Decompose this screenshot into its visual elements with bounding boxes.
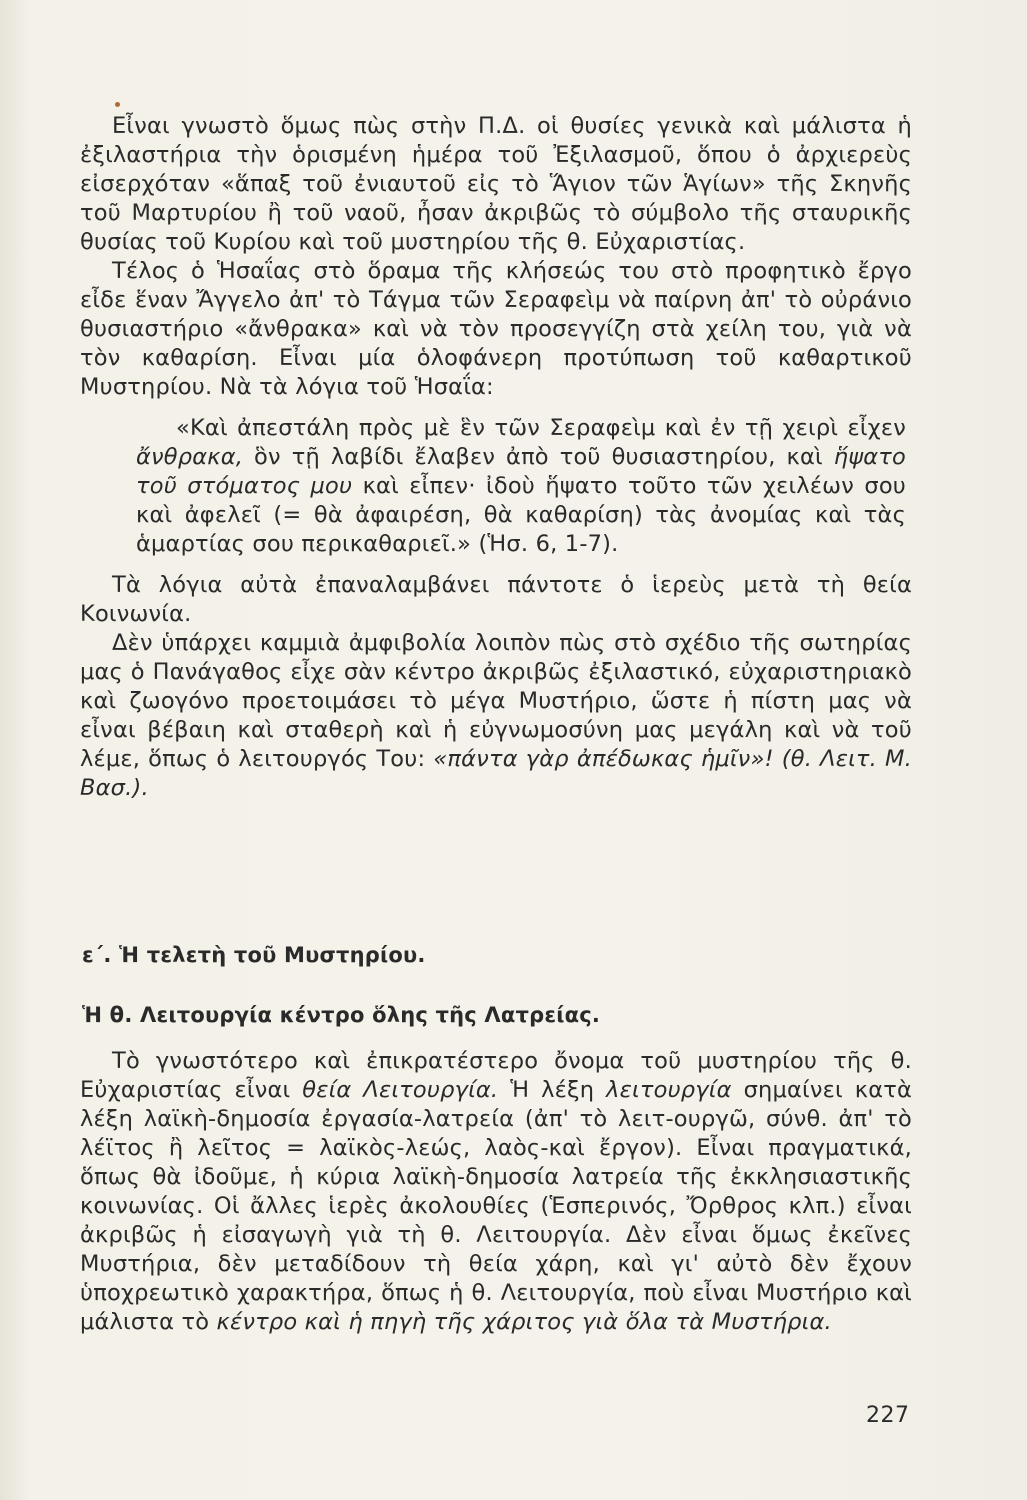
paragraph-4-text: Δὲν ὑπάρχει καμμιὰ ἀμφιβολία λοιπὸν πὼς στὸ σχέδιο τῆς σωτηρίας μας ὁ Πανάγαθος εἶχε σὰν κέντρο ἀκριβῶς ἐξιλαστικό, εὐχαριστηριακὸ καὶ ζωογόνο προετοιμάσει τὸ μέγα Μυστήριο, ὥστε ἡ πίστη μας νὰ εἶναι βέβαιη καὶ σταθερὴ καὶ ἡ εὐγνωμοσύνη μας μεγάλη καὶ νὰ τοῦ λέμε, ὅπως ὁ λειτουργός Του: (80, 630, 912, 772)
p5-part-a: Τὸ γνωστότερο καὶ ἐπικρατέστερο ὄνομα τοῦ μυστηρίου τῆς θ. Εὐχαριστίας εἶναι (80, 1048, 912, 1103)
section-heading: ε΄. Ἡ τελετὴ τοῦ Μυστηρίου. (82, 943, 426, 967)
paragraph-5 (80, 1047, 912, 1337)
paragraph-1: Εἶναι γνωστὸ ὅμως πὼς στὴν Π.Δ. οἱ θυσίες γενικὰ καὶ μάλιστα ἡ ἐξιλαστήρια τὴν ὁρισμένη ἡμέρα τοῦ Ἐξιλασμοῦ, ὅπου ὁ ἀρχιερεὺς εἰσερχόταν «ἅπαξ τοῦ ἐνιαυτοῦ εἰς τὸ Ἅγιον τῶν Ἁγίων» τῆς Σκηνῆς τοῦ Μαρτυρίου ἢ τοῦ ναοῦ, ἦσαν ἀκριβῶς τὸ σύμβολο τῆς σταυρικῆς θυσίας τοῦ Κυρίου καὶ τοῦ μυστηρίου τῆς θ. Εὐχαριστίας. (80, 113, 912, 255)
upper-text-block (80, 112, 912, 803)
subsection-heading: Ἡ θ. Λειτουργία κέντρο ὅλης τῆς Λατρείας. (82, 1003, 601, 1027)
paragraph-3: Τὰ λόγια αὐτὰ ἐπαναλαμβάνει πάντοτε ὁ ἱερεὺς μετὰ τὴ θεία Κοινωνία. (80, 572, 912, 627)
p5-italic-theia-leitourgia: θεία Λειτουργία. (302, 1077, 499, 1103)
ink-speck (115, 102, 120, 107)
p5-part-e: σημαίνει κατὰ λέξη λαϊκὴ-δημοσία ἐργασία-λατρεία (ἀπ' τὸ λειτ-ουργῶ, σύνθ. ἀπ' τὸ λέϊτος ἢ λεῖτος = λαϊκὸς-λεώς, λαὸς-καὶ ἔργον). Εἶναι πραγματικά, ὅπως θὰ ἰδοῦμε, ἡ κύρια λαϊκὴ-δημοσία λατρεία τῆς ἐκκλησιαστικῆς κοινωνίας. Οἱ ἄλλες ἱερὲς ἀκολουθίες (Ἑσπερινός, Ὄρθρος κλπ.) εἶναι ἀκριβῶς ἡ εἰσαγωγὴ γιὰ τὴ θ. Λειτουργία. Δὲν εἶναι ὅμως ἐκεῖνες Μυστήρια, δὲν μεταδίδουν τὴ θεία χάρη, καὶ γι' αὐτὸ δὲν ἔχουν ὑποχρεωτικὸ χαρακτήρα, ὅπως ἡ θ. Λειτουργία, ποὺ εἶναι Μυστήριο καὶ μάλιστα τὸ (80, 1077, 913, 1335)
quote-italic-anthraka: ἄνθρακα, (136, 444, 244, 470)
paragraph-2: Τέλος ὁ Ἡσαΐας στὸ ὅραμα τῆς κλήσεώς του στὸ προφητικὸ ἔργο εἶδε ἕναν Ἄγγελο ἀπ' τὸ Τάγμα τῶν Σεραφεὶμ νὰ παίρνη ἀπ' τὸ οὐράνιο θυσιαστήριο «ἄνθρακα» καὶ νὰ τὸν προσεγγίζη στὰ χείλη του, γιὰ νὰ τὸν καθαρίση. Εἶναι μία ὁλοφάνερη προτύπωση τοῦ καθαρτικοῦ Μυστηρίου. Νὰ τὰ λόγια τοῦ Ἡσαΐα: (80, 258, 912, 400)
quote-part-a: «Καὶ ἀπεστάλη πρὸς μὲ ἓν τῶν Σεραφεὶμ καὶ ἐν τῇ χειρὶ εἶχεν (176, 415, 906, 441)
quote-italic-hepsato: ἥψατο τοῦ στόματος μου (136, 444, 906, 499)
liturgy-citation: «πάντα γὰρ ἀπέδωκας ἡμῖν»! (θ. Λειτ. Μ. Βασ.). (80, 746, 912, 801)
p5-italic-kentro: κέντρο καὶ ἡ πηγὴ τῆς χάριτος γιὰ ὅλα τὰ Μυστήρια. (216, 1309, 832, 1335)
quote-part-e: καὶ εἶπεν· ἰδοὺ ἥψατο τοῦτο τῶν χειλέων σου καὶ ἀφελεῖ (= θὰ ἀφαιρέση, θὰ καθαρίση) τὰς ἀνομίας καὶ τὰς ἁμαρτίας σου περικαθαριεῖ.» (Ἡσ. 6, 1-7). (136, 473, 907, 557)
isaiah-quote (136, 414, 912, 559)
paragraph-4 (80, 629, 912, 803)
quote-part-c: ὃν τῇ λαβίδι ἔλαβεν ἀπὸ τοῦ θυσιαστηρίου, καὶ (243, 444, 834, 470)
page-number: 227 (866, 1403, 910, 1428)
p5-italic-leitourgia: λειτουργία (606, 1077, 732, 1103)
lower-text-block (80, 1047, 912, 1337)
p5-part-c: Ἡ λέξη (498, 1077, 607, 1103)
